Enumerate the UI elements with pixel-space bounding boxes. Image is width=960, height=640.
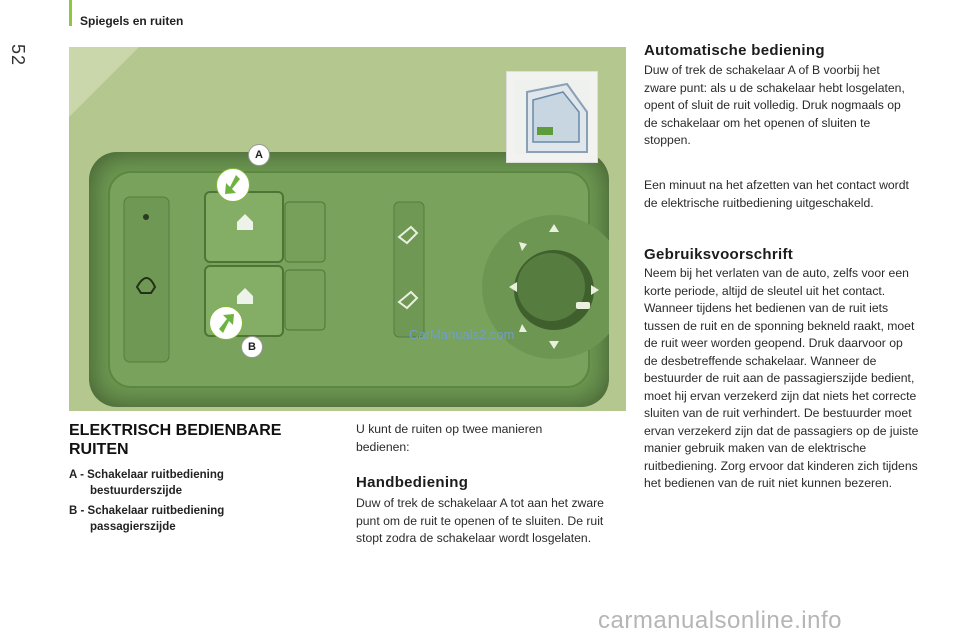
door-location-drawing: [507, 72, 597, 162]
legend-line1-b: Schakelaar ruitbediening: [87, 505, 225, 517]
switch-a-down-arrow-icon: [216, 168, 250, 202]
handbediening-text: Duw of trek de schakelaar A tot aan het zware punt om de ruit te openen of te sluiten. De ruit stopt zodra de schakelaar wordt losgelaten.: [356, 496, 604, 545]
handbediening-title: Handbediening: [356, 474, 469, 491]
automatisch-text: Duw of trek de schakelaar A of B voorbij het zware punt: als u de schakelaar hebt losgelaten, opent of sluit de ruit volledig. Druk nogmaals op de schakelaar om het openen of sluiten te stoppen.: [644, 63, 905, 147]
gebruik-title: Gebruiksvoorschrift: [644, 246, 794, 263]
legend-line1-a: Schakelaar ruitbediening: [87, 469, 224, 481]
automatisch-text-2: Een minuut na het afzetten van het contact wordt de elektrische ruitbediening uitgeschakeld.: [644, 178, 909, 210]
door-location-inset: [506, 71, 598, 163]
gebruik-text: Neem bij het verlaten van de auto, zelfs voor een korte periode, altijd de sleutel uit het contact. Wanneer tijdens het bedienen van de ruit iets tussen de ruit en de sponning bekneld raakt, moet de ruit weer worden geopend. Druk daarvoor op de desbetreffende schakelaar. Wanneer de bestuurder de ruit aan de passagierszijde bedient, moet hij ervan verzekerd zijn dat niets het correcte sluiten van de ruit verhindert. De bestuurder moet ervan verzekerd zijn dat de passagiers op de juiste manier gebruik maken van de elektrische ruitbediening. Zorg ervoor dat kinderen zich tijdens het bedienen van de ruit niet kunnen bezeren.: [644, 266, 919, 490]
switch-panel-drawing: [89, 152, 609, 407]
legend-item-a: [69, 467, 309, 499]
header-accent-bar: [69, 0, 72, 26]
callout-b: B: [241, 336, 263, 358]
page-number: 52: [8, 44, 28, 67]
switch-panel-photo: [69, 47, 626, 411]
section-header: Spiegels en ruiten: [80, 14, 184, 28]
automatisch-title: Automatische bediening: [644, 42, 825, 59]
door-switch-panel: [89, 152, 609, 407]
legend-key-b: B -: [69, 505, 85, 517]
legend-line2-a: bestuurderszijde: [90, 485, 183, 497]
intro-text: U kunt de ruiten op twee manieren bedienen:: [356, 422, 543, 454]
footer-watermark: carmanualsonline.info: [598, 607, 842, 634]
page-title: ELEKTRISCH BEDIENBARE RUITEN: [69, 422, 282, 458]
legend-line2-b: passagierszijde: [90, 521, 176, 533]
figure-watermark: CarManuals2.com: [409, 327, 515, 342]
switch-b-up-arrow-icon: [209, 306, 243, 340]
callout-a: A: [248, 144, 270, 166]
legend-item-b: [69, 503, 309, 535]
legend-key-a: A -: [69, 469, 84, 481]
